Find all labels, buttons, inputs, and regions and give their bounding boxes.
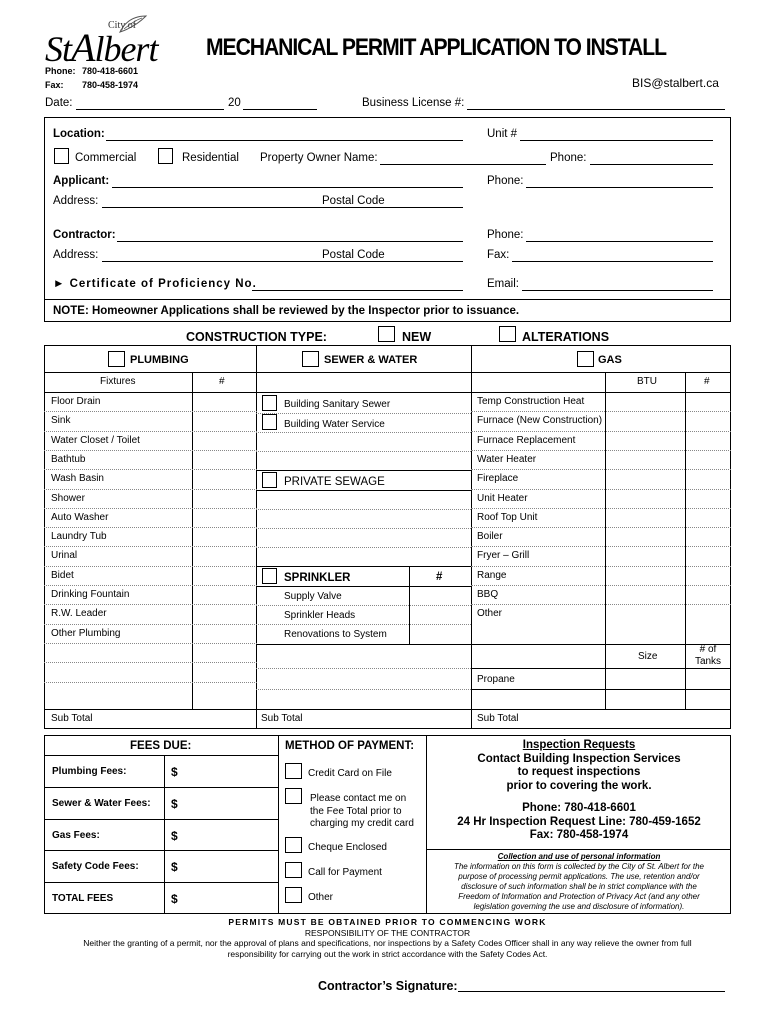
row-divider xyxy=(471,489,731,490)
applicant-phone-field[interactable] xyxy=(526,187,713,188)
fee-amount-field[interactable]: $ xyxy=(171,829,178,843)
payment-call: Call for Payment xyxy=(308,867,382,878)
row-divider xyxy=(44,527,257,528)
phone-label: Phone: xyxy=(45,66,76,76)
footer-line: RESPONSIBILITY OF THE CONTRACTOR xyxy=(304,927,471,938)
divider xyxy=(426,849,731,850)
divider xyxy=(278,735,279,914)
email-address: BIS@stalbert.ca xyxy=(632,76,719,90)
row-divider xyxy=(471,585,731,586)
plumbing-fixture: Water Closet / Toilet xyxy=(51,435,140,446)
credit-card-checkbox[interactable] xyxy=(285,763,302,779)
inspection-title: Inspection Requests xyxy=(522,739,636,751)
divider xyxy=(471,392,731,393)
building-water-label: Building Water Service xyxy=(284,419,385,430)
business-license-field[interactable] xyxy=(467,109,725,110)
divider xyxy=(44,392,257,393)
plumbing-col-fixtures: Fixtures xyxy=(100,376,136,387)
row-divider xyxy=(471,546,731,547)
row-divider xyxy=(44,411,257,412)
row-divider xyxy=(471,450,731,451)
gas-appliance: Unit Heater xyxy=(477,493,528,504)
applicant-box xyxy=(44,117,731,322)
divider xyxy=(685,372,686,709)
footer-line: responsibility for carrying out the work in strict accordance with the Safety Codes Act. xyxy=(227,948,548,959)
owner-label: Property Owner Name: xyxy=(260,152,378,164)
row-divider xyxy=(44,546,257,547)
row-divider xyxy=(44,624,257,625)
row-divider xyxy=(44,450,257,451)
gas-appliance: Range xyxy=(477,570,507,581)
gas-appliance: Boiler xyxy=(477,531,503,542)
fee-label: Plumbing Fees: xyxy=(52,766,127,777)
privacy-line: disclosure of such information shall be in strict compliance with the xyxy=(461,882,697,891)
footer-notice xyxy=(44,917,731,959)
privacy-line: The information on this form is collected by the City of St. Albert for the xyxy=(453,862,705,871)
divider xyxy=(256,605,471,606)
divider xyxy=(256,644,471,645)
row-divider xyxy=(44,431,257,432)
gas-col-count: # xyxy=(704,376,710,387)
gas-checkbox[interactable] xyxy=(577,351,594,367)
divider xyxy=(256,451,471,452)
privacy-title: Collection and use of personal information xyxy=(497,852,661,861)
divider xyxy=(605,372,606,709)
row-divider xyxy=(471,604,731,605)
row-divider xyxy=(44,566,257,567)
call-payment-checkbox[interactable] xyxy=(285,862,302,878)
logo-wordmark: StAlbert xyxy=(45,25,158,70)
plumbing-fixture: Laundry Tub xyxy=(51,531,107,542)
private-sewage-label: PRIVATE SEWAGE xyxy=(284,476,385,488)
contractor-address-field[interactable] xyxy=(102,261,463,262)
payment-cheque: Cheque Enclosed xyxy=(308,842,387,853)
plumbing-fixture: Floor Drain xyxy=(51,396,101,407)
plumbing-fixture: Auto Washer xyxy=(51,512,109,523)
divider xyxy=(256,490,471,491)
privacy-line: purpose of processing permit applications. The use, retention and/or xyxy=(458,872,700,881)
gas-appliance: Temp Construction Heat xyxy=(477,396,585,407)
fax-label: Fax: xyxy=(45,80,64,90)
gas-appliance: BBQ xyxy=(477,589,499,600)
fee-divider xyxy=(44,882,278,883)
divider xyxy=(256,470,471,471)
homeowner-note: NOTE: Homeowner Applications shall be reviewed by the Inspector prior to issuance. xyxy=(53,305,520,317)
contractor-address-label: Address: xyxy=(53,249,99,261)
divider xyxy=(256,668,471,669)
plumbing-fixture: Bathtub xyxy=(51,454,86,465)
applicant-address-field[interactable] xyxy=(102,207,463,208)
row-divider xyxy=(44,469,257,470)
applicant-field[interactable] xyxy=(112,187,463,188)
payment-contact-line: Please contact me on xyxy=(310,793,407,804)
payment-other: Other xyxy=(308,892,334,903)
certificate-field[interactable] xyxy=(252,290,463,291)
plumbing-fixture: R.W. Leader xyxy=(51,608,107,619)
fee-label: Safety Code Fees: xyxy=(52,861,139,872)
plumbing-fixture: Urinal xyxy=(51,550,78,561)
privacy-notice xyxy=(428,852,730,912)
inspection-fax: Fax: 780-458-1974 xyxy=(529,829,629,841)
alterations-label: ALTERATIONS xyxy=(522,330,610,344)
divider xyxy=(256,413,471,414)
privacy-line: legislation governing the use and disclosure of information). xyxy=(473,902,685,911)
row-divider xyxy=(44,604,257,605)
divider xyxy=(44,372,731,373)
signature-label: Contractor’s Signature: xyxy=(318,979,458,993)
year-prefix: 20 xyxy=(228,97,241,109)
contact-me-checkbox[interactable] xyxy=(285,788,302,804)
privacy-line: Freedom of Information and Protection of Privacy Act (and any other xyxy=(458,892,700,901)
divider xyxy=(256,566,471,567)
gas-appliance: Other xyxy=(477,608,503,619)
contractor-email-field[interactable] xyxy=(522,290,713,291)
divider xyxy=(471,689,731,690)
sewer-water-header: SEWER & WATER xyxy=(324,354,418,366)
sprinkler-count-label: # xyxy=(436,571,443,583)
plumbing-fixture: Wash Basin xyxy=(51,473,104,484)
fee-amount-field[interactable]: $ xyxy=(171,765,178,779)
inspection-line: Contact Building Inspection Services xyxy=(477,752,681,765)
plumbing-col-count: # xyxy=(219,376,225,387)
gas-appliance: Water Heater xyxy=(477,454,537,465)
contractor-label: Contractor: xyxy=(53,229,116,241)
row-divider xyxy=(44,662,257,663)
new-label: NEW xyxy=(402,330,432,344)
owner-phone-field[interactable] xyxy=(590,164,713,165)
contractor-email-label: Email: xyxy=(487,278,519,290)
fee-label: Gas Fees: xyxy=(52,830,100,841)
gas-appliance: Fireplace xyxy=(477,473,519,484)
contractor-phone-field[interactable] xyxy=(526,241,713,242)
row-divider xyxy=(471,508,731,509)
sprinkler-label: SPRINKLER xyxy=(284,572,351,584)
divider xyxy=(256,689,471,690)
commercial-label: Commercial xyxy=(75,152,137,164)
divider xyxy=(256,432,471,433)
row-divider xyxy=(471,566,731,567)
plumbing-subtotal: Sub Total xyxy=(51,713,93,724)
gas-col-btu: BTU xyxy=(637,376,657,387)
fee-divider xyxy=(44,850,278,851)
fee-amount-field[interactable]: $ xyxy=(171,860,178,874)
divider xyxy=(471,668,731,669)
row-divider xyxy=(471,411,731,412)
unit-field[interactable] xyxy=(520,140,713,141)
sprinkler-item: Supply Valve xyxy=(284,591,342,602)
divider xyxy=(256,586,471,587)
new-checkbox[interactable] xyxy=(378,326,395,342)
gas-appliance: Fryer – Grill xyxy=(477,550,530,561)
row-divider xyxy=(471,469,731,470)
business-license-label: Business License #: xyxy=(362,97,465,109)
private-sewage-checkbox[interactable] xyxy=(262,472,277,488)
residential-checkbox[interactable] xyxy=(158,148,173,164)
divider xyxy=(192,372,193,709)
plumbing-checkbox[interactable] xyxy=(108,351,125,367)
gas-appliance: Furnace Replacement xyxy=(477,435,576,446)
gas-header: GAS xyxy=(598,354,622,366)
inspection-24hr: 24 Hr Inspection Request Line: 780-459-1652 xyxy=(457,815,701,828)
owner-phone-label: Phone: xyxy=(550,152,587,164)
gas-appliance: Furnace (New Construction) xyxy=(477,415,603,426)
building-sanitary-label: Building Sanitary Sewer xyxy=(284,399,391,410)
year-field[interactable] xyxy=(243,109,317,110)
plumbing-fixture: Other Plumbing xyxy=(51,628,121,639)
applicant-phone-label: Phone: xyxy=(487,175,524,187)
contractor-phone-label: Phone: xyxy=(487,229,524,241)
gas-tanks-label: # of Tanks xyxy=(694,644,722,667)
inspection-line: prior to covering the work. xyxy=(506,779,652,792)
row-divider xyxy=(44,508,257,509)
other-payment-checkbox[interactable] xyxy=(285,887,302,903)
plumbing-fixture: Bidet xyxy=(51,570,74,581)
building-sanitary-checkbox[interactable] xyxy=(262,395,277,411)
sprinkler-item: Sprinkler Heads xyxy=(284,610,356,621)
sprinkler-item: Renovations to System xyxy=(284,629,387,640)
sprinkler-checkbox[interactable] xyxy=(262,568,277,584)
payment-contact-line: charging my credit card xyxy=(310,818,414,829)
unit-label: Unit # xyxy=(487,128,518,140)
row-divider xyxy=(471,431,731,432)
applicant-label: Applicant: xyxy=(53,175,110,187)
commercial-checkbox[interactable] xyxy=(54,148,69,164)
gas-propane: Propane xyxy=(477,674,515,685)
contractor-postal-label: Postal Code xyxy=(322,249,385,261)
row-divider xyxy=(44,585,257,586)
gas-appliance: Roof Top Unit xyxy=(477,512,538,523)
page-title: MECHANICAL PERMIT APPLICATION TO INSTALL xyxy=(206,34,666,61)
divider xyxy=(256,624,471,625)
divider xyxy=(164,755,165,914)
inspection-line: to request inspections xyxy=(517,766,641,778)
row-divider xyxy=(44,489,257,490)
signature-field[interactable] xyxy=(458,991,725,992)
residential-label: Residential xyxy=(182,152,239,164)
payment-header: METHOD OF PAYMENT: xyxy=(285,740,415,752)
gas-subtotal: Sub Total xyxy=(477,713,519,724)
fee-amount-field[interactable]: $ xyxy=(171,797,178,811)
fees-header: FEES DUE: xyxy=(130,740,192,752)
divider xyxy=(256,509,471,510)
gas-size-label: Size xyxy=(638,651,658,662)
plumbing-fixture: Sink xyxy=(51,415,71,426)
sewer-water-checkbox[interactable] xyxy=(302,351,319,367)
date-field[interactable] xyxy=(76,109,224,110)
plumbing-header: PLUMBING xyxy=(130,354,189,366)
location-field[interactable] xyxy=(106,140,463,141)
plumbing-fixture: Shower xyxy=(51,493,85,504)
fee-label: TOTAL FEES xyxy=(52,893,114,904)
logo-city-text: City of xyxy=(108,20,137,31)
row-divider xyxy=(44,682,257,683)
divider xyxy=(256,547,471,548)
fax-value: 780-458-1974 xyxy=(82,80,139,90)
row-divider xyxy=(471,527,731,528)
fee-divider xyxy=(44,787,278,788)
sewer-subtotal: Sub Total xyxy=(261,713,303,724)
contractor-field[interactable] xyxy=(117,241,463,242)
plumbing-fixture: Drinking Fountain xyxy=(51,589,130,600)
applicant-address-label: Address: xyxy=(53,195,99,207)
certificate-label: ► Certificate of Proficiency No. xyxy=(53,278,257,290)
row-divider xyxy=(44,643,257,644)
footer-line: Neither the granting of a permit, nor the approval of plans and specifications, nor inspections by a Safety Codes Officer shall in any way relieve the owner from full xyxy=(83,938,692,948)
divider xyxy=(426,735,427,914)
divider xyxy=(256,392,471,393)
inspection-info xyxy=(428,739,730,843)
fee-divider xyxy=(44,819,278,820)
construction-type-label: CONSTRUCTION TYPE: xyxy=(186,330,327,344)
payment-credit-card: Credit Card on File xyxy=(308,768,392,779)
cheque-checkbox[interactable] xyxy=(285,837,302,853)
phone-value: 780-418-6601 xyxy=(82,66,139,76)
divider xyxy=(44,709,731,710)
contractor-fax-field[interactable] xyxy=(512,261,713,262)
divider xyxy=(256,345,257,729)
owner-field[interactable] xyxy=(380,164,546,165)
divider xyxy=(44,755,278,756)
fee-amount-field[interactable]: $ xyxy=(171,892,178,906)
applicant-postal-label: Postal Code xyxy=(322,195,385,207)
inspection-phone: Phone: 780-418-6601 xyxy=(522,802,636,814)
alterations-checkbox[interactable] xyxy=(499,326,516,342)
date-label: Date: xyxy=(45,97,73,109)
contractor-fax-label: Fax: xyxy=(487,249,510,261)
divider xyxy=(471,345,472,729)
divider xyxy=(256,528,471,529)
building-water-checkbox[interactable] xyxy=(262,414,277,430)
divider xyxy=(44,299,731,300)
payment-contact-line: the Fee Total prior to xyxy=(310,806,402,817)
footer-line: PERMITS MUST BE OBTAINED PRIOR TO COMMENCING WORK xyxy=(228,917,547,927)
location-label: Location: xyxy=(53,128,105,140)
fee-label: Sewer & Water Fees: xyxy=(52,798,151,809)
